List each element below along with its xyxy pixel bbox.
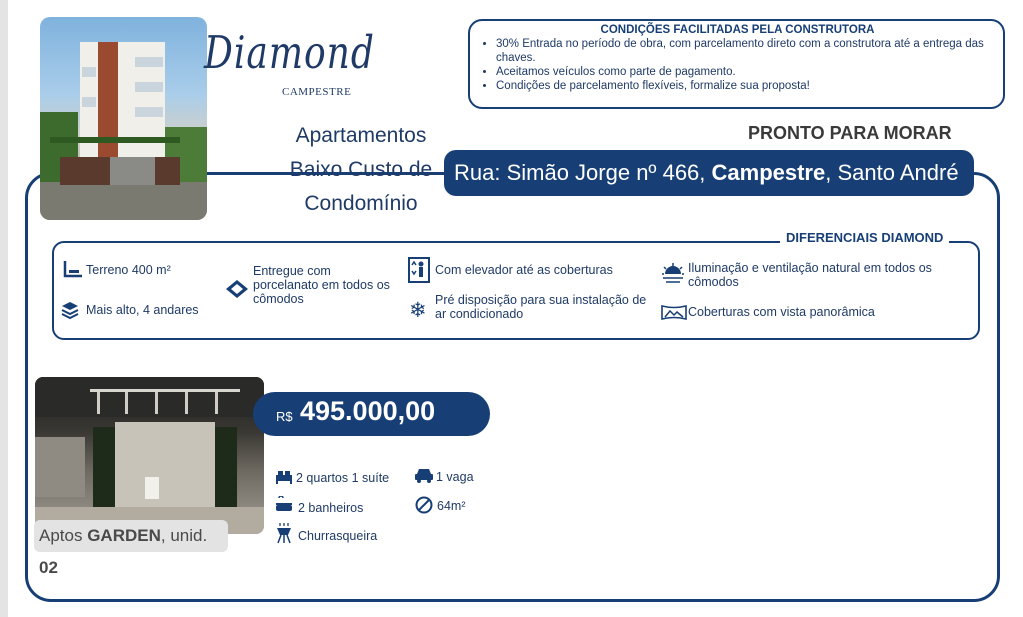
unit-number: 02 <box>39 558 58 577</box>
feature-height: Mais alto, 4 andares <box>86 303 199 317</box>
logo <box>204 28 375 108</box>
status-label: PRONTO PARA MORAR <box>748 123 952 143</box>
conditions-list <box>478 37 997 93</box>
price-banner <box>253 392 490 436</box>
panorama-icon <box>661 304 687 326</box>
bathtub-icon <box>275 496 293 519</box>
headline-line-3: Condomínio <box>304 192 418 215</box>
headline-line-2: Baixo Custo de <box>289 158 433 181</box>
spec-parking: 1 vaga <box>436 470 474 484</box>
spec-area: 64m² <box>437 499 466 513</box>
unit-name: GARDEN <box>87 526 161 545</box>
feature-elevator: Com elevador até as coberturas <box>435 263 613 277</box>
headline-line-1: Apartamentos <box>295 124 427 147</box>
price-currency: R$ <box>276 409 293 424</box>
elevator-icon <box>408 257 430 288</box>
feature-air-conditioning: Pré disposição para sua instalação de ar condicionado <box>435 293 647 321</box>
terrain-icon <box>63 260 83 283</box>
address-banner <box>444 150 974 196</box>
unit-middle: , unid. <box>160 526 208 545</box>
left-margin-strip <box>0 0 8 617</box>
spec-bathrooms: 2 banheiros <box>298 501 364 515</box>
conditions-item: • 30% Entrada no período de obra, com parcelamento direto com a construtora até a entrega das chaves. <box>496 37 997 65</box>
address-prefix: Rua: Simão Jorge nº 466, <box>454 160 712 185</box>
headline <box>286 119 436 221</box>
feature-panoramic-view: Coberturas com vista panorâmica <box>688 305 875 319</box>
unit-label <box>34 520 228 577</box>
logo-subtitle: CAMPESTRE <box>282 86 352 98</box>
car-icon <box>414 467 434 488</box>
bed-icon <box>275 470 293 489</box>
conditions-item: • Condições de parcelamento flexíveis, formalize sua proposta! <box>496 79 997 93</box>
grill-icon <box>276 522 292 549</box>
feature-terrain: Terreno 400 m² <box>86 263 171 277</box>
logo-name: Diamond <box>204 28 375 80</box>
feature-lighting: Iluminação e ventilação natural em todos os cômodos <box>688 261 932 289</box>
interior-photo <box>35 377 264 534</box>
feature-tiles: Entregue com porcelanato em todos os cômodos <box>253 264 390 306</box>
sun-icon <box>661 262 685 289</box>
address-district: Campestre <box>711 160 826 185</box>
conditions-box <box>468 19 1005 109</box>
address-suffix: , Santo André <box>825 160 959 185</box>
conditions-item: • Aceitamos veículos como parte de pagamento. <box>496 65 997 79</box>
differentials-title: DIFERENCIAIS DIAMOND <box>780 230 949 245</box>
unit-prefix: Aptos <box>39 526 88 545</box>
area-icon <box>415 496 433 519</box>
snowflake-icon: ❄ <box>409 299 427 322</box>
layers-icon <box>60 300 80 325</box>
tile-icon <box>225 279 249 304</box>
differentials-box <box>52 241 980 340</box>
spec-bedrooms: 2 quartos 1 suíte <box>296 471 390 485</box>
spec-barbecue: Churrasqueira <box>298 529 378 543</box>
price-value: 495.000,00 <box>300 396 436 426</box>
building-photo <box>40 17 207 220</box>
conditions-title: CONDIÇÕES FACILITADAS PELA CONSTRUTORA <box>600 24 875 36</box>
